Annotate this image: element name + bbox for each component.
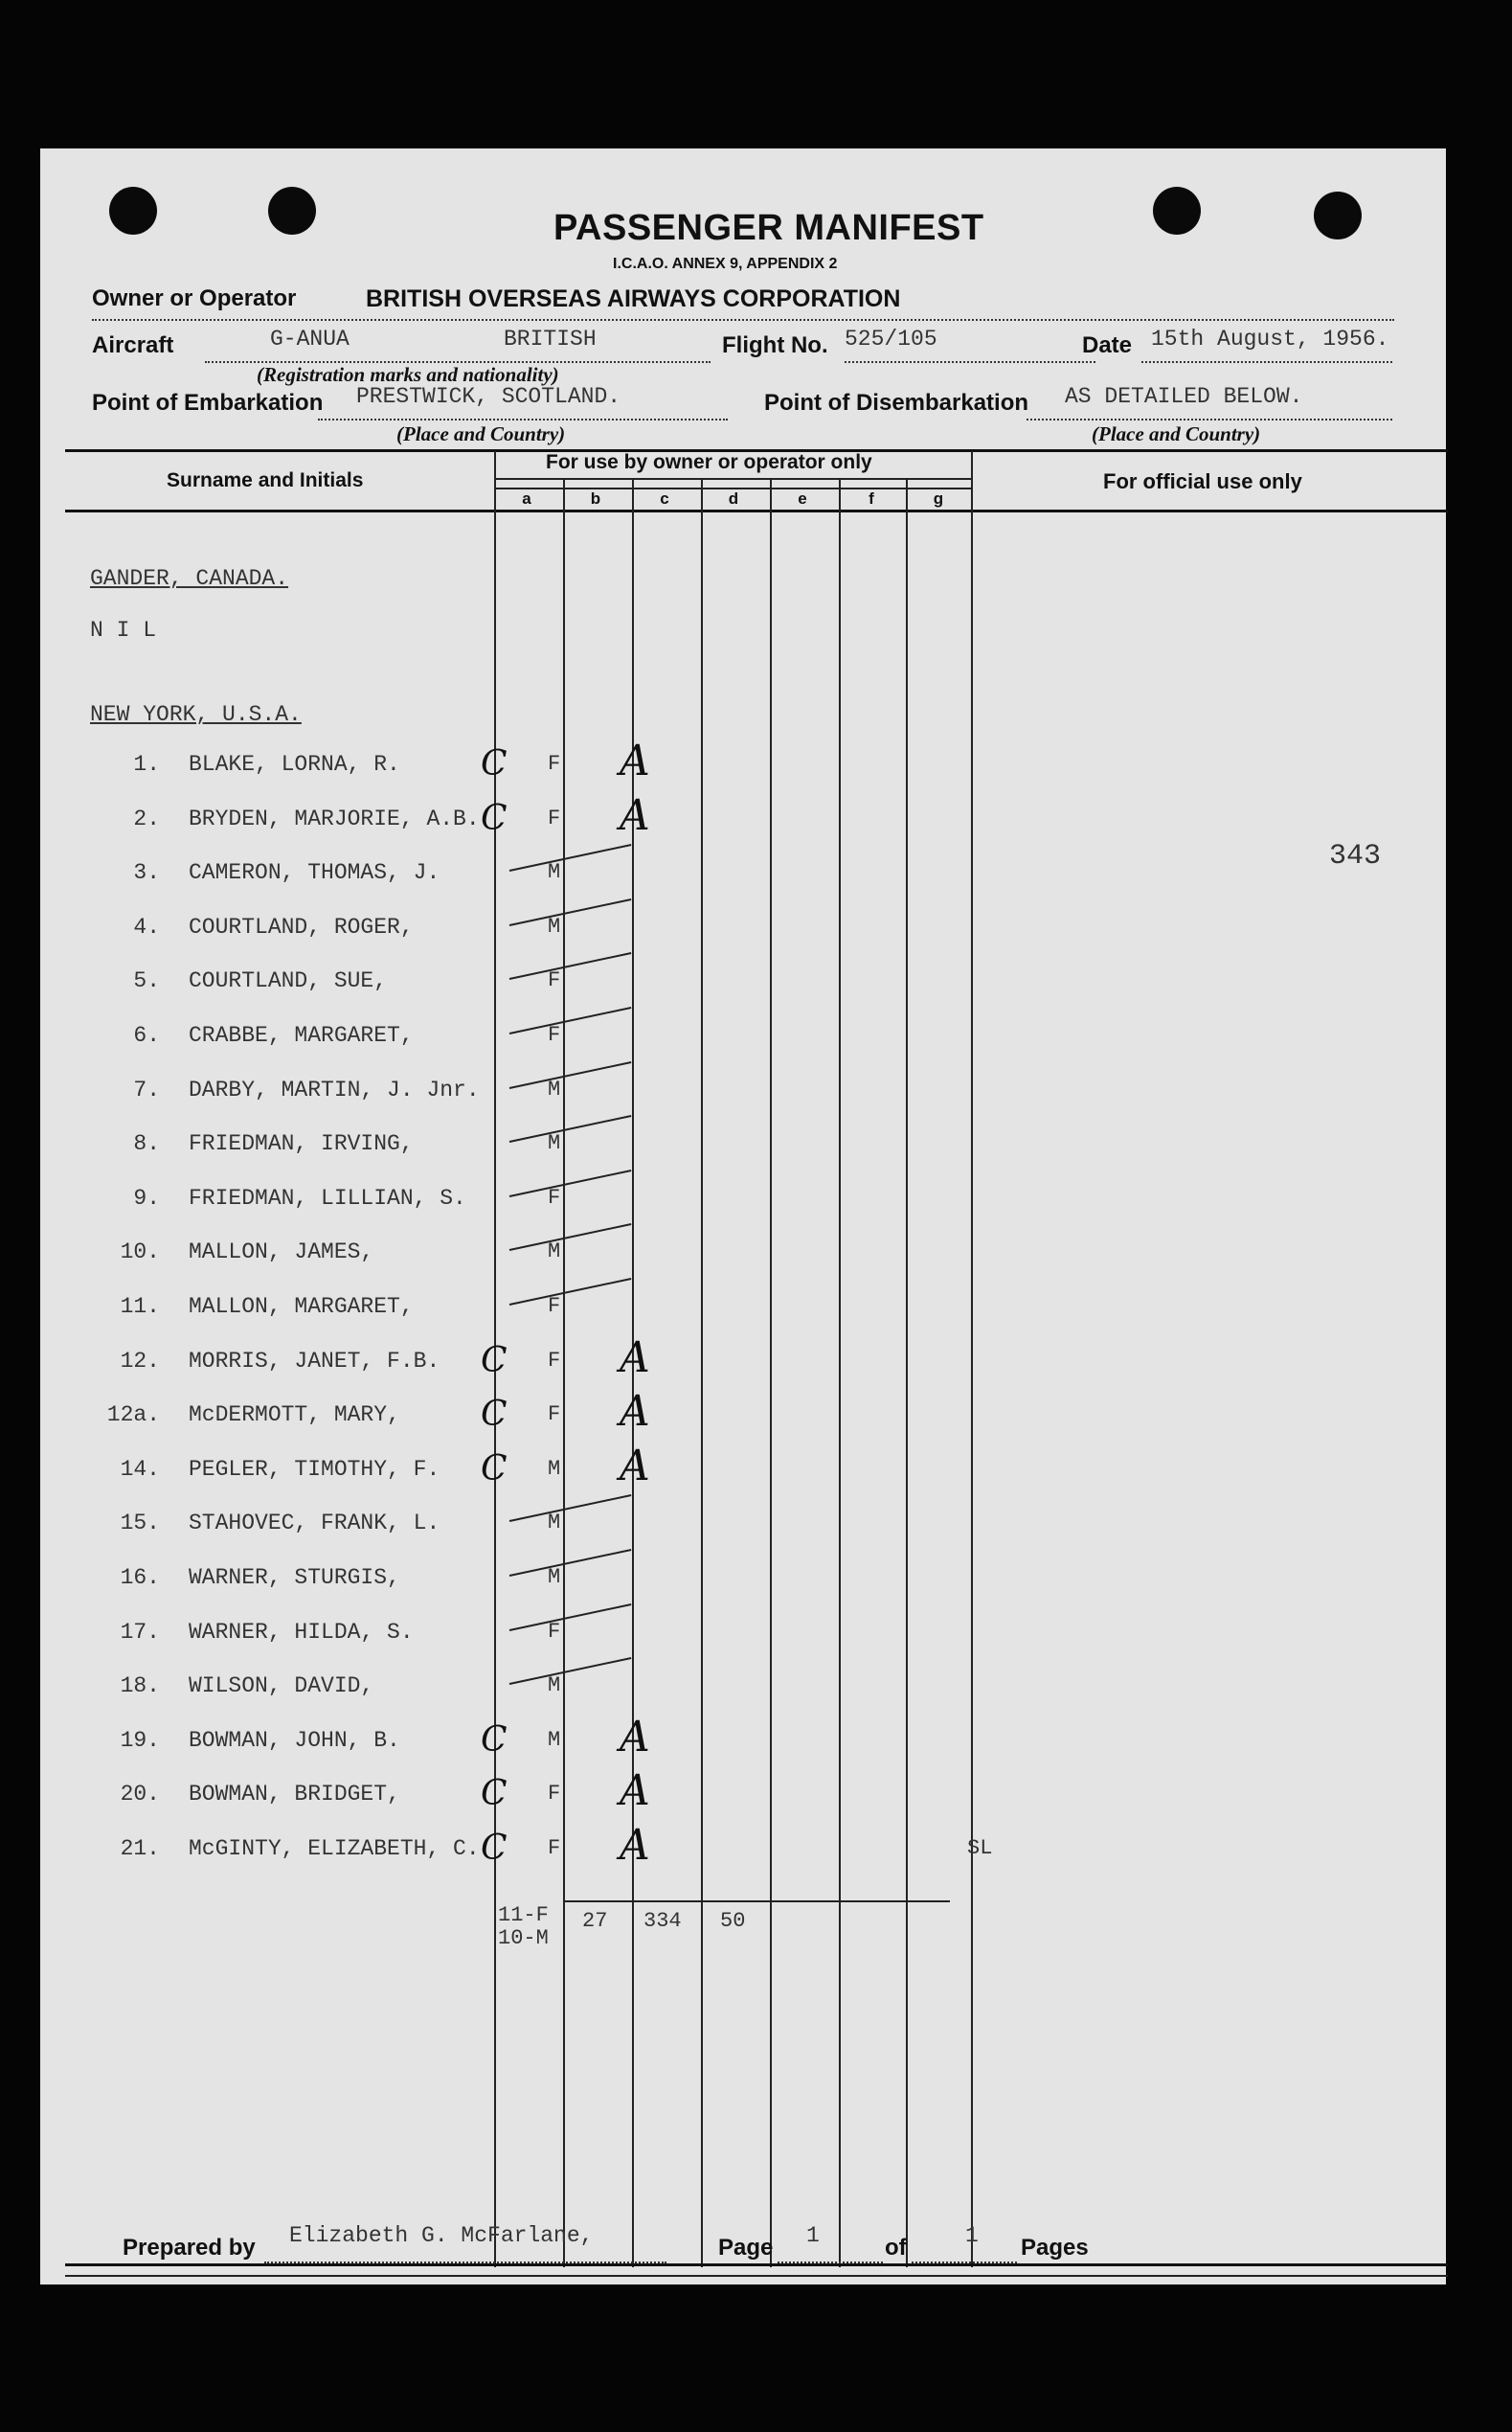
prepared-label: Prepared by: [123, 2235, 256, 2261]
table-row: [88, 1131, 950, 1170]
handwritten-a-mark: A: [620, 1387, 650, 1437]
section-nil: N I L: [90, 618, 157, 643]
passenger-name: MORRIS, JANET, F.B.: [189, 1348, 440, 1374]
passenger-sex: M: [548, 1239, 561, 1264]
passenger-name: BOWMAN, BRIDGET,: [189, 1782, 400, 1807]
table-row: [88, 1821, 993, 1875]
passenger-name: PEGLER, TIMOTHY, F.: [189, 1456, 440, 1482]
table-row: [88, 860, 950, 898]
passenger-number: 11.: [120, 1294, 160, 1319]
table-row: [88, 1673, 950, 1712]
passenger-number: 10.: [120, 1239, 160, 1265]
passenger-number: 12a.: [106, 1402, 160, 1428]
col-divider: [971, 451, 973, 2267]
table-row: [88, 1186, 950, 1224]
passenger-sex: F: [548, 1782, 561, 1807]
handwritten-c-mark: C: [481, 1395, 508, 1435]
passenger-number: 19.: [120, 1727, 160, 1753]
column-c: c: [660, 489, 669, 508]
handwritten-c-mark: C: [481, 798, 508, 838]
column-g: g: [933, 489, 944, 508]
section-gander: GANDER, CANADA.: [90, 566, 289, 591]
aircraft-nationality: BRITISH: [504, 327, 597, 352]
page-label: Page: [718, 2235, 774, 2261]
table-row: [88, 737, 950, 790]
passenger-number: 6.: [133, 1023, 160, 1048]
punch-hole-icon: [109, 187, 157, 235]
passenger-sex: M: [548, 1077, 561, 1102]
passenger-number: 12.: [120, 1348, 160, 1374]
passenger-sex: M: [548, 1456, 561, 1481]
total-males: 10-M: [498, 1926, 549, 1950]
page-subtitle: I.C.A.O. ANNEX 9, APPENDIX 2: [613, 256, 838, 272]
passenger-sex: M: [548, 1673, 561, 1698]
column-owner-use: For use by owner or operator only: [546, 451, 872, 473]
totals-rule: [565, 1900, 950, 1902]
passenger-number: 8.: [133, 1131, 160, 1157]
handwritten-c-mark: C: [481, 744, 508, 784]
date-label: Date: [1082, 332, 1133, 358]
pages-label: Pages: [1021, 2235, 1089, 2261]
owner-value: BRITISH OVERSEAS AIRWAYS CORPORATION: [366, 285, 901, 312]
passenger-number: 7.: [133, 1077, 160, 1102]
passenger-number: 3.: [133, 860, 160, 886]
passenger-name: McDERMOTT, MARY,: [189, 1402, 400, 1428]
passenger-number: 4.: [133, 914, 160, 940]
passenger-name: STAHOVEC, FRANK, L.: [189, 1511, 440, 1536]
table-row: [88, 1332, 950, 1387]
flight-label: Flight No.: [722, 332, 828, 358]
table-row: [88, 1620, 950, 1658]
passenger-name: MALLON, MARGARET,: [189, 1294, 414, 1319]
passenger-name: CRABBE, MARGARET,: [189, 1023, 414, 1048]
table-row: [88, 1078, 950, 1116]
manifest-sheet: [40, 148, 1446, 2284]
aircraft-label: Aircraft: [92, 332, 174, 358]
passenger-sex: F: [548, 1619, 561, 1644]
handwritten-a-mark: A: [620, 1766, 650, 1816]
checkmark-slash-icon: [509, 1278, 632, 1306]
column-a: a: [522, 489, 531, 508]
passenger-name: COURTLAND, ROGER,: [189, 914, 414, 940]
checkmark-slash-icon: [509, 1115, 632, 1143]
total-d: 50: [720, 1909, 746, 1933]
handwritten-a-mark: A: [620, 1441, 650, 1490]
disembarkation-label: Point of Disembarkation: [764, 390, 1029, 416]
punch-hole-icon: [268, 187, 316, 235]
embarkation-caption: (Place and Country): [396, 422, 566, 445]
checkmark-slash-icon: [509, 1549, 632, 1577]
passenger-sex: M: [548, 1727, 561, 1752]
passenger-number: 15.: [120, 1511, 160, 1536]
handwritten-c-mark: C: [481, 1719, 508, 1760]
passenger-sex: M: [548, 1131, 561, 1156]
letters-rule: [494, 478, 971, 480]
column-b: b: [590, 489, 601, 508]
total-b: 27: [582, 1909, 608, 1933]
table-bottom-rule: [65, 2263, 1448, 2266]
passenger-sex: M: [548, 860, 561, 885]
table-header-bottom-rule: [65, 510, 1448, 512]
passenger-name: BRYDEN, MARJORIE, A.B.: [189, 806, 480, 831]
handwritten-a-mark: A: [620, 790, 650, 840]
page-value: 1: [806, 2223, 820, 2248]
checkmark-slash-icon: [509, 1223, 632, 1251]
passenger-number: 21.: [120, 1836, 160, 1861]
table-row: [88, 1565, 950, 1603]
disembarkation-value: AS DETAILED BELOW.: [1065, 384, 1303, 409]
owner-rule: [92, 319, 1394, 321]
checkmark-slash-icon: [509, 1061, 632, 1089]
passenger-name: CAMERON, THOMAS, J.: [189, 860, 440, 886]
total-females: 11-F: [498, 1903, 549, 1927]
punch-hole-icon: [1314, 192, 1362, 239]
handwritten-c-mark: C: [481, 1829, 508, 1868]
punch-hole-icon: [1153, 187, 1201, 235]
passenger-sex: F: [548, 1402, 561, 1427]
embarkation-label: Point of Embarkation: [92, 390, 324, 416]
checkmark-slash-icon: [509, 1657, 632, 1685]
passenger-number: 14.: [120, 1456, 160, 1482]
passenger-sex: M: [548, 914, 561, 939]
column-e: e: [798, 489, 807, 508]
table-row: [88, 1511, 950, 1549]
passenger-name: WARNER, STURGIS,: [189, 1565, 400, 1590]
passenger-sex: F: [548, 1185, 561, 1210]
column-f: f: [869, 489, 874, 508]
date-value: 15th August, 1956.: [1151, 327, 1389, 352]
handwritten-a-mark: A: [620, 737, 650, 785]
passenger-sex: F: [548, 1836, 561, 1860]
checkmark-slash-icon: [509, 1007, 632, 1034]
passenger-number: 2.: [133, 806, 160, 831]
passenger-sex: F: [548, 1294, 561, 1318]
column-d: d: [728, 489, 739, 508]
table-row: [88, 968, 950, 1007]
table-bottom-rule-2: [65, 2275, 1448, 2277]
passenger-name: FRIEDMAN, IRVING,: [189, 1131, 414, 1157]
passenger-sex: F: [548, 1348, 561, 1373]
handwritten-c-mark: C: [481, 1448, 508, 1489]
sl-mark: SL: [967, 1836, 993, 1860]
checkmark-slash-icon: [509, 1603, 632, 1631]
passenger-name: McGINTY, ELIZABETH, C.: [189, 1836, 480, 1861]
table-row: [88, 1294, 950, 1332]
column-official: For official use only: [1103, 469, 1302, 493]
passenger-number: 20.: [120, 1782, 160, 1807]
official-note: 343: [1329, 840, 1382, 873]
passenger-sex: M: [548, 1565, 561, 1589]
passenger-number: 1.: [133, 752, 160, 777]
page-title: PASSENGER MANIFEST: [553, 208, 984, 248]
disembarkation-caption: (Place and Country): [1092, 422, 1261, 445]
total-c: 334: [643, 1909, 682, 1933]
table-row: [88, 1239, 950, 1278]
passenger-number: 18.: [120, 1673, 160, 1699]
handwritten-c-mark: C: [481, 1340, 508, 1380]
passenger-number: 5.: [133, 968, 160, 994]
aircraft-caption: (Registration marks and nationality): [257, 363, 559, 386]
table-row: [88, 1387, 950, 1441]
table-row: [88, 790, 950, 845]
checkmark-slash-icon: [509, 844, 632, 872]
passenger-name: WILSON, DAVID,: [189, 1673, 374, 1699]
handwritten-c-mark: C: [481, 1774, 508, 1814]
passenger-sex: M: [548, 1511, 561, 1535]
passenger-name: FRIEDMAN, LILLIAN, S.: [189, 1185, 466, 1211]
prepared-value: Elizabeth G. McFarlane,: [289, 2223, 594, 2248]
table-row: [88, 1441, 950, 1495]
passenger-sex: F: [548, 968, 561, 993]
flight-value: 525/105: [845, 327, 937, 352]
checkmark-slash-icon: [509, 952, 632, 980]
passenger-name: MALLON, JAMES,: [189, 1239, 374, 1265]
passenger-number: 9.: [133, 1185, 160, 1211]
checkmark-slash-icon: [509, 1170, 632, 1197]
handwritten-a-mark: A: [620, 1332, 650, 1382]
table-row: [88, 1023, 950, 1061]
handwritten-a-mark: A: [620, 1821, 650, 1870]
passenger-number: 17.: [120, 1619, 160, 1645]
passenger-sex: F: [548, 806, 561, 830]
checkmark-slash-icon: [509, 1494, 632, 1522]
aircraft-registration: G-ANUA: [270, 327, 350, 352]
of-field: [912, 2235, 1017, 2263]
table-row: [88, 1766, 950, 1820]
passenger-name: DARBY, MARTIN, J. Jnr.: [189, 1077, 480, 1102]
of-label: of: [885, 2235, 907, 2261]
embarkation-value: PRESTWICK, SCOTLAND.: [356, 384, 621, 409]
table-row: [88, 1712, 950, 1766]
section-newyork: NEW YORK, U.S.A.: [90, 702, 302, 727]
passenger-sex: F: [548, 752, 561, 776]
checkmark-slash-icon: [509, 898, 632, 926]
handwritten-a-mark: A: [620, 1712, 650, 1761]
passenger-name: COURTLAND, SUE,: [189, 968, 388, 994]
of-value: 1: [965, 2223, 979, 2248]
passenger-name: WARNER, HILDA, S.: [189, 1619, 414, 1645]
passenger-name: BOWMAN, JOHN, B.: [189, 1727, 400, 1753]
page-field: [778, 2235, 883, 2263]
column-surname: Surname and Initials: [167, 469, 364, 491]
table-row: [88, 915, 950, 953]
passenger-name: BLAKE, LORNA, R.: [189, 752, 400, 777]
passenger-number: 16.: [120, 1565, 160, 1590]
passenger-sex: F: [548, 1023, 561, 1047]
owner-label: Owner or Operator: [92, 285, 297, 311]
